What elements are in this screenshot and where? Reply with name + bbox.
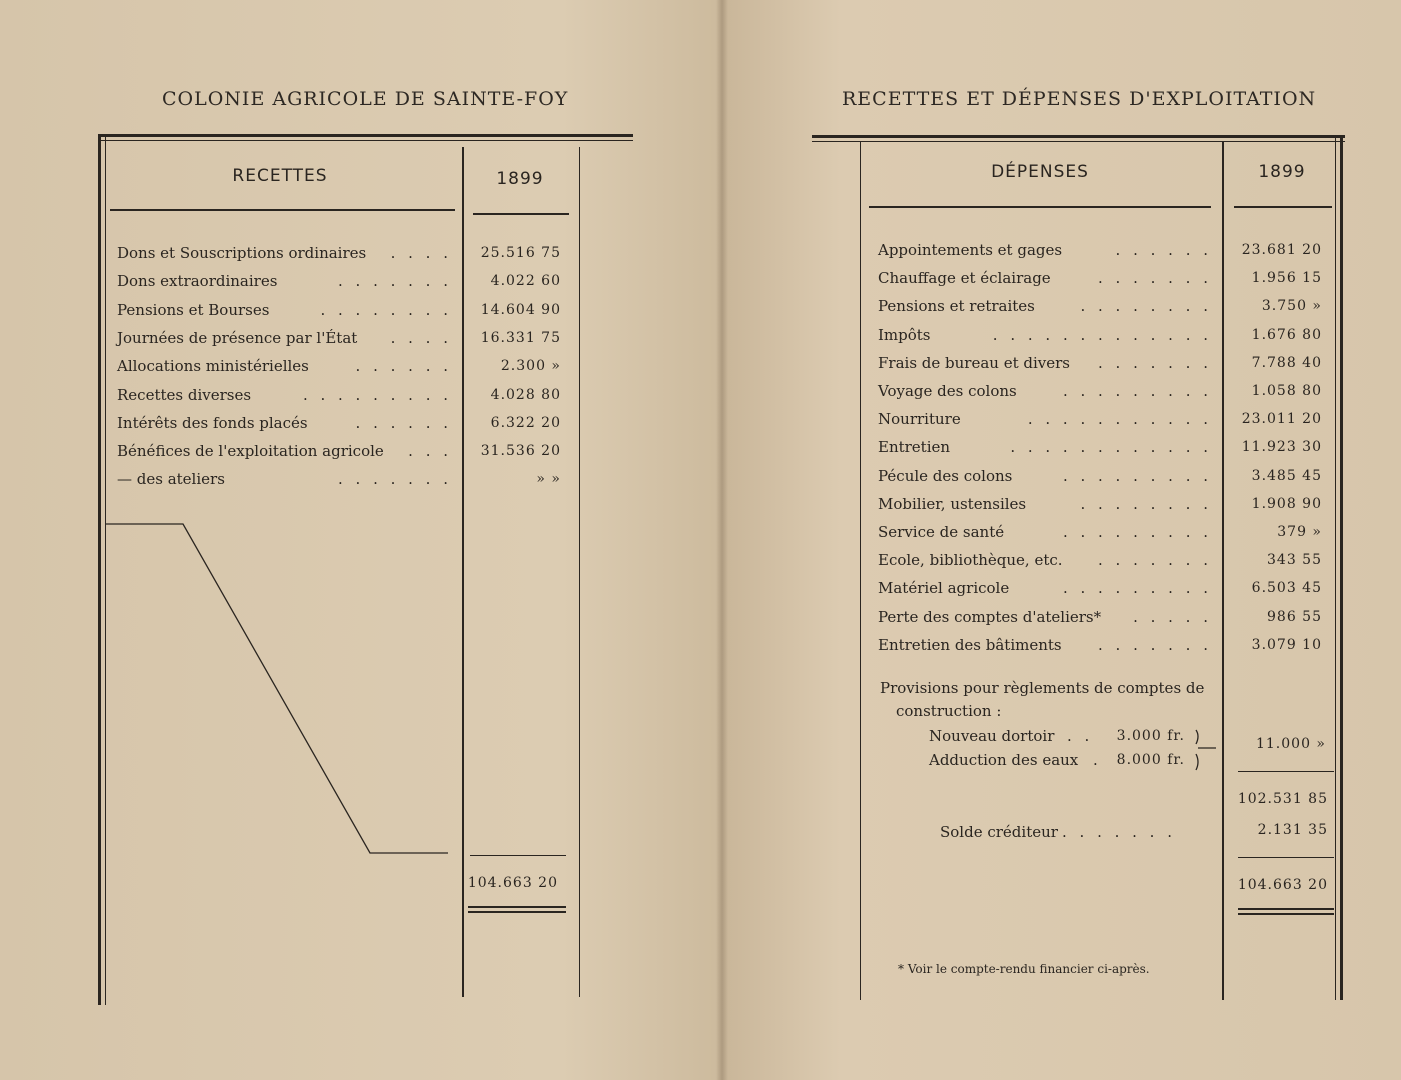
- total-double-rule-2: [468, 911, 566, 913]
- row-amount: 2.300 »: [500, 358, 561, 375]
- row-label: Pécule des colons: [878, 466, 1013, 485]
- row-leader-dots: . . . .: [390, 328, 452, 347]
- depenses-header: DÉPENSES: [991, 162, 1089, 182]
- row-leader-dots: . . . . . . .: [1098, 635, 1212, 654]
- provision-adduction-eaux: Adduction des eaux . 8.000 fr.: [929, 751, 1185, 769]
- row-leader-dots: . . . . . . .: [1098, 269, 1212, 288]
- row-amount: 14.604 90: [480, 301, 561, 318]
- recettes-header: RECETTES: [232, 166, 328, 186]
- row-amount: 1.908 90: [1251, 495, 1322, 512]
- table-row: [878, 353, 1330, 373]
- year-header: 1899: [1258, 162, 1306, 182]
- year-underline: [1234, 206, 1332, 208]
- subtotal-row: [1232, 789, 1332, 809]
- row-leader-dots: . . . . . . . . .: [1062, 382, 1212, 400]
- row-leader-dots: . . . . . . . .: [320, 300, 452, 319]
- row-amount: 6.322 20: [490, 414, 561, 431]
- table-row: [878, 381, 1330, 401]
- table-row: [878, 607, 1330, 627]
- row-label: Frais de bureau et divers: [878, 353, 1071, 372]
- row-label: Perte des comptes d'ateliers*: [878, 607, 1102, 626]
- row-amount: 11.923 30: [1241, 439, 1322, 456]
- row-amount: 343 55: [1267, 552, 1322, 569]
- row-leader-dots: . . .: [408, 442, 452, 461]
- row-leader-dots: . . . . . . . . . . .: [1027, 410, 1212, 429]
- row-label: Mobilier, ustensiles: [878, 494, 1027, 513]
- total-double-rule-1: [468, 906, 566, 908]
- solde-amount-row: [1232, 820, 1332, 840]
- row-label: Nourriture: [878, 410, 961, 429]
- row-leader-dots: . . . . . . . . .: [1062, 523, 1212, 541]
- total-rule: [1238, 857, 1334, 858]
- row-label: Ecole, bibliothèque, etc.: [878, 551, 1063, 570]
- row-label: Bénéfices de l'exploitation agricole: [117, 442, 384, 461]
- row-amount: 25.516 75: [480, 245, 561, 261]
- row-label: Dons et Souscriptions ordinaires: [117, 244, 367, 262]
- table-top-rule: [812, 135, 1345, 138]
- depenses-total: 104.663 20: [1237, 877, 1328, 893]
- row-amount: 986 55: [1267, 608, 1322, 625]
- recettes-total-row: [467, 873, 566, 893]
- left-page-title: COLONIE AGRICOLE DE SAINTE-FOY: [162, 88, 569, 110]
- table-row: [878, 296, 1330, 316]
- row-amount: 1.956 15: [1251, 270, 1322, 287]
- row-label: Voyage des colons: [878, 382, 1017, 400]
- row-leader-dots: . . . . . . .: [338, 272, 452, 291]
- row-label: Service de santé: [878, 523, 1005, 541]
- table-right-border-thin: [1335, 138, 1336, 1000]
- row-amount: 1.058 80: [1251, 383, 1322, 399]
- table-row: [878, 268, 1330, 288]
- row-amount: 23.011 20: [1241, 411, 1322, 428]
- table-row: [878, 635, 1330, 655]
- table-top-rule-thin: [812, 141, 1345, 142]
- row-leader-dots: . . . . . . . .: [1080, 297, 1212, 316]
- row-leader-dots: . . . . . . .: [338, 470, 452, 489]
- solde-amount: 2.131 35: [1257, 822, 1328, 838]
- row-label: Matériel agricole: [878, 579, 1010, 598]
- row-label: Entretien des bâtiments: [878, 635, 1062, 654]
- row-label: Chauffage et éclairage: [878, 269, 1051, 288]
- row-amount: 6.503 45: [1251, 580, 1322, 597]
- row-amount: 1.676 80: [1251, 326, 1322, 343]
- row-leader-dots: . . . . . .: [355, 413, 452, 432]
- row-amount: 31.536 20: [480, 443, 561, 460]
- row-label: Intérêts des fonds placés: [117, 413, 308, 432]
- row-leader-dots: . . . . . . . . .: [302, 385, 452, 404]
- row-leader-dots: . . . . . . .: [1098, 551, 1212, 570]
- row-leader-dots: . . . . . . . . .: [1062, 579, 1212, 598]
- provisions-amount: 11.000 »: [1255, 736, 1326, 752]
- subtotal-amount: 102.531 85: [1237, 791, 1328, 807]
- total-double-rule-1: [1238, 908, 1334, 910]
- table-row: [878, 437, 1330, 457]
- row-leader-dots: . . . . . . . . . . . .: [1010, 438, 1212, 457]
- provision-nouveau-dortoir: Nouveau dortoir . . 3.000 fr.: [929, 727, 1185, 745]
- total-double-rule-2: [1238, 913, 1334, 915]
- table-row: [878, 550, 1330, 570]
- row-leader-dots: . . . . .: [1133, 607, 1212, 626]
- cancel-strike-line: [0, 0, 720, 1000]
- row-amount: 3.079 10: [1251, 636, 1322, 653]
- row-amount: » »: [536, 471, 561, 488]
- row-label: Entretien: [878, 438, 951, 457]
- row-leader-dots: . . . .: [390, 244, 452, 262]
- row-label: Allocations ministérielles: [117, 357, 309, 376]
- row-amount: 23.681 20: [1241, 242, 1322, 258]
- row-leader-dots: . . . . . .: [355, 357, 452, 376]
- provisions-brace: [1190, 726, 1220, 774]
- table-row: [878, 409, 1330, 429]
- row-amount: 379 »: [1277, 524, 1322, 540]
- row-amount: 3.485 45: [1251, 467, 1322, 484]
- row-leader-dots: . . . . . . . . . . . . .: [992, 325, 1212, 344]
- table-row: [878, 240, 1330, 260]
- table-left-border: [860, 142, 861, 1000]
- row-amount: 3.750 »: [1261, 298, 1322, 315]
- row-amount: 16.331 75: [480, 329, 561, 346]
- header-underline: [869, 206, 1211, 208]
- total-rule: [470, 855, 566, 856]
- right-page-title: RECETTES ET DÉPENSES D'EXPLOITATION: [842, 88, 1317, 110]
- row-leader-dots: . . . . . .: [1115, 241, 1212, 259]
- year-header: 1899: [496, 169, 544, 189]
- depenses-total-row: [1232, 875, 1332, 895]
- row-label: Journées de présence par l'État: [117, 328, 358, 347]
- solde-label: Solde créditeur: [940, 823, 1058, 841]
- provisions-amount-row: [1232, 734, 1332, 754]
- row-amount: 7.788 40: [1251, 354, 1322, 371]
- row-label: Dons extraordinaires: [117, 272, 278, 291]
- table-row: [878, 578, 1330, 598]
- table-row: [878, 494, 1330, 514]
- subtotal-rule: [1238, 771, 1334, 772]
- row-amount: 4.022 60: [490, 273, 561, 290]
- table-row: [878, 466, 1330, 486]
- row-label: Pensions et Bourses: [117, 300, 270, 319]
- row-leader-dots: . . . . . . . . .: [1062, 466, 1212, 485]
- row-label: Appointements et gages: [878, 241, 1063, 259]
- row-amount: 4.028 80: [490, 386, 561, 403]
- row-label: Recettes diverses: [117, 385, 252, 404]
- row-leader-dots: . . . . . . .: [1098, 353, 1212, 372]
- footnote: * Voir le compte-rendu financier ci-après.: [898, 962, 1150, 976]
- row-label: Pensions et retraites: [878, 297, 1035, 316]
- recettes-total: 104.663 20: [467, 875, 558, 891]
- row-label: Impôts: [878, 325, 931, 344]
- row-label: — des ateliers: [117, 470, 225, 489]
- table-row: [878, 325, 1330, 345]
- table-row: [878, 522, 1330, 542]
- solde-crediteur-row: Solde créditeur . . . . . . .: [940, 823, 1176, 841]
- row-leader-dots: . . . . . . . .: [1080, 494, 1212, 513]
- table-right-border: [1340, 138, 1343, 1000]
